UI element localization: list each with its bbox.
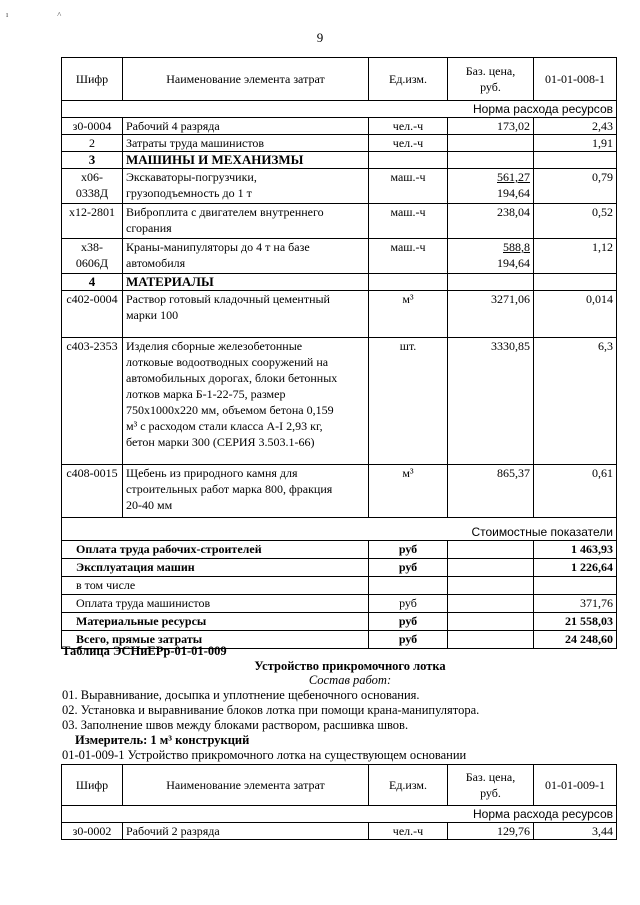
cell-code: з0-0002 bbox=[62, 823, 123, 840]
cost-name: Оплата труда машинистов bbox=[62, 595, 369, 613]
table-row bbox=[62, 465, 617, 518]
table-row bbox=[62, 291, 617, 338]
cell-code: х38-0606Д bbox=[62, 239, 123, 274]
table-row bbox=[62, 135, 617, 152]
cost-unit: руб bbox=[369, 559, 448, 577]
cell-price: 3330,85 bbox=[448, 338, 534, 465]
cost-label-row bbox=[62, 518, 617, 541]
table-row bbox=[62, 823, 617, 840]
cost-label: Стоимостные показатели bbox=[62, 518, 617, 541]
header-price: Баз. цена, руб. bbox=[448, 765, 534, 806]
cell-qty: 0,014 bbox=[534, 291, 617, 338]
work-item-2: 02. Установка и выравнивание блоков лотка при помощи крана-манипулятора. bbox=[62, 703, 480, 717]
cell-qty: 1,12 bbox=[534, 239, 617, 274]
cell-name: Щебень из природного камня для строительных работ марка 800, фракция 20-40 мм bbox=[123, 465, 369, 518]
cell-unit: шт. bbox=[369, 338, 448, 465]
header-code: Шифр bbox=[62, 58, 123, 101]
norm-label: Норма расхода ресурсов bbox=[62, 101, 617, 118]
cost-name: в том числе bbox=[62, 577, 369, 595]
cost-empty bbox=[448, 559, 534, 577]
cell-name: Рабочий 2 разряда bbox=[123, 823, 369, 840]
cost-row bbox=[62, 559, 617, 577]
cell-qty bbox=[534, 152, 617, 169]
norm-row bbox=[62, 101, 617, 118]
cell-unit bbox=[369, 152, 448, 169]
cost-row bbox=[62, 613, 617, 631]
cell-qty: 6,3 bbox=[534, 338, 617, 465]
cell-code: с408-0015 bbox=[62, 465, 123, 518]
meter: Измеритель: 1 м³ конструкций bbox=[75, 733, 250, 747]
cost-value: 371,76 bbox=[534, 595, 617, 613]
cell-unit: м³ bbox=[369, 465, 448, 518]
cost-unit bbox=[369, 577, 448, 595]
header-code: Шифр bbox=[62, 765, 123, 806]
cost-row bbox=[62, 541, 617, 559]
section-row bbox=[62, 152, 617, 169]
table-title: Таблица ЭСНиЕРр-01-01-009 bbox=[62, 644, 227, 658]
cell-code: с402-0004 bbox=[62, 291, 123, 338]
cost-empty bbox=[448, 577, 534, 595]
cell-unit: маш.-ч bbox=[369, 239, 448, 274]
cell-price: 238,04 bbox=[448, 204, 534, 239]
section-number: 4 bbox=[62, 274, 123, 291]
corner-mark-right: ˄ bbox=[57, 10, 62, 19]
cell-name: Рабочий 4 разряда bbox=[123, 118, 369, 135]
cell-code: х06-0338Д bbox=[62, 169, 123, 204]
header-rate-code: 01-01-008-1 bbox=[534, 58, 617, 101]
table-row bbox=[62, 239, 617, 274]
page-number: 9 bbox=[316, 30, 324, 45]
subtitle: 01-01-009-1 Устройство прикромочного лотка на существующем основании bbox=[62, 748, 467, 762]
table-row bbox=[62, 169, 617, 204]
resource-table-009 bbox=[61, 764, 617, 840]
cost-unit: руб bbox=[369, 613, 448, 631]
header-rate-code: 01-01-009-1 bbox=[534, 765, 617, 806]
cell-qty: 3,44 bbox=[534, 823, 617, 840]
header-name: Наименование элемента затрат bbox=[123, 58, 369, 101]
cell-unit: чел.-ч bbox=[369, 118, 448, 135]
cell-name: Экскаваторы-погрузчики, грузоподъемность до 1 т bbox=[123, 169, 369, 204]
cell-qty bbox=[534, 274, 617, 291]
norm-row bbox=[62, 806, 617, 823]
composition-label: Состав работ: bbox=[308, 673, 392, 687]
cell-price bbox=[448, 135, 534, 152]
cell-unit: чел.-ч bbox=[369, 135, 448, 152]
header-price: Баз. цена, руб. bbox=[448, 58, 534, 101]
section-title: МАШИНЫ И МЕХАНИЗМЫ bbox=[123, 152, 369, 169]
cell-code: 2 bbox=[62, 135, 123, 152]
cell-name: Затраты труда машинистов bbox=[123, 135, 369, 152]
cell-price: 865,37 bbox=[448, 465, 534, 518]
cell-price bbox=[448, 274, 534, 291]
section-title: МАТЕРИАЛЫ bbox=[123, 274, 369, 291]
cost-empty bbox=[448, 595, 534, 613]
cost-value: 24 248,60 bbox=[534, 631, 617, 649]
cell-price: 3271,06 bbox=[448, 291, 534, 338]
cell-qty: 0,61 bbox=[534, 465, 617, 518]
cost-row bbox=[62, 595, 617, 613]
cost-value bbox=[534, 577, 617, 595]
cell-price bbox=[448, 152, 534, 169]
cost-empty bbox=[448, 541, 534, 559]
cell-price: 561,27 194,64 bbox=[448, 169, 534, 204]
section-title: Устройство прикромочного лотка bbox=[254, 659, 446, 673]
cell-code: з0-0004 bbox=[62, 118, 123, 135]
cell-qty: 0,79 bbox=[534, 169, 617, 204]
cell-unit: маш.-ч bbox=[369, 169, 448, 204]
cell-name: Изделия сборные железобетонные лотковые водоотводных сооружений на автомобильных дорогах, блоки бетонных лотков марка Б-1-22-75, размер 750х1000х220 мм, объемом бетона 0,159 м³ с расходом стали класса А-I 2,93 кг, бетон марки 300 (СЕРИЯ 3.503.1-66) bbox=[123, 338, 369, 465]
cell-name: Раствор готовый кладочный цементный марки 100 bbox=[123, 291, 369, 338]
cell-name: Виброплита с двигателем внутреннего сгорания bbox=[123, 204, 369, 239]
cost-value: 1 226,64 bbox=[534, 559, 617, 577]
cell-unit: маш.-ч bbox=[369, 204, 448, 239]
cell-price: 588,8 194,64 bbox=[448, 239, 534, 274]
work-item-3: 03. Заполнение швов между блоками раствором, расшивка швов. bbox=[62, 718, 409, 732]
cell-qty: 2,43 bbox=[534, 118, 617, 135]
header-unit: Ед.изм. bbox=[369, 58, 448, 101]
section-number: 3 bbox=[62, 152, 123, 169]
cell-qty: 1,91 bbox=[534, 135, 617, 152]
cost-row bbox=[62, 577, 617, 595]
cell-qty: 0,52 bbox=[534, 204, 617, 239]
cost-name: Материальные ресурсы bbox=[62, 613, 369, 631]
cell-code: х12-2801 bbox=[62, 204, 123, 239]
header-unit: Ед.изм. bbox=[369, 765, 448, 806]
cost-name: Всего, прямые затраты bbox=[62, 631, 369, 649]
work-item-1: 01. Выравнивание, досыпка и уплотнение щебеночного основания. bbox=[62, 688, 420, 702]
cost-value: 21 558,03 bbox=[534, 613, 617, 631]
cell-unit: чел.-ч bbox=[369, 823, 448, 840]
cost-name: Эксплуатация машин bbox=[62, 559, 369, 577]
corner-mark-left: ı bbox=[6, 10, 9, 19]
cost-empty bbox=[448, 613, 534, 631]
cell-code: с403-2353 bbox=[62, 338, 123, 465]
cost-empty bbox=[448, 631, 534, 649]
cost-unit: руб bbox=[369, 595, 448, 613]
table-row bbox=[62, 118, 617, 135]
table-row bbox=[62, 338, 617, 465]
cell-unit bbox=[369, 274, 448, 291]
norm-label: Норма расхода ресурсов bbox=[62, 806, 617, 823]
cost-unit: руб bbox=[369, 541, 448, 559]
header-name: Наименование элемента затрат bbox=[123, 765, 369, 806]
cost-value: 1 463,93 bbox=[534, 541, 617, 559]
cell-price: 173,02 bbox=[448, 118, 534, 135]
cell-unit: м³ bbox=[369, 291, 448, 338]
table-header bbox=[62, 58, 617, 101]
table-header bbox=[62, 765, 617, 806]
resource-table-008 bbox=[61, 57, 617, 649]
section-row bbox=[62, 274, 617, 291]
table-row bbox=[62, 204, 617, 239]
cell-price: 129,76 bbox=[448, 823, 534, 840]
cost-unit: руб bbox=[369, 631, 448, 649]
cell-name: Краны-манипуляторы до 4 т на базе автомобиля bbox=[123, 239, 369, 274]
cost-name: Оплата труда рабочих-строителей bbox=[62, 541, 369, 559]
